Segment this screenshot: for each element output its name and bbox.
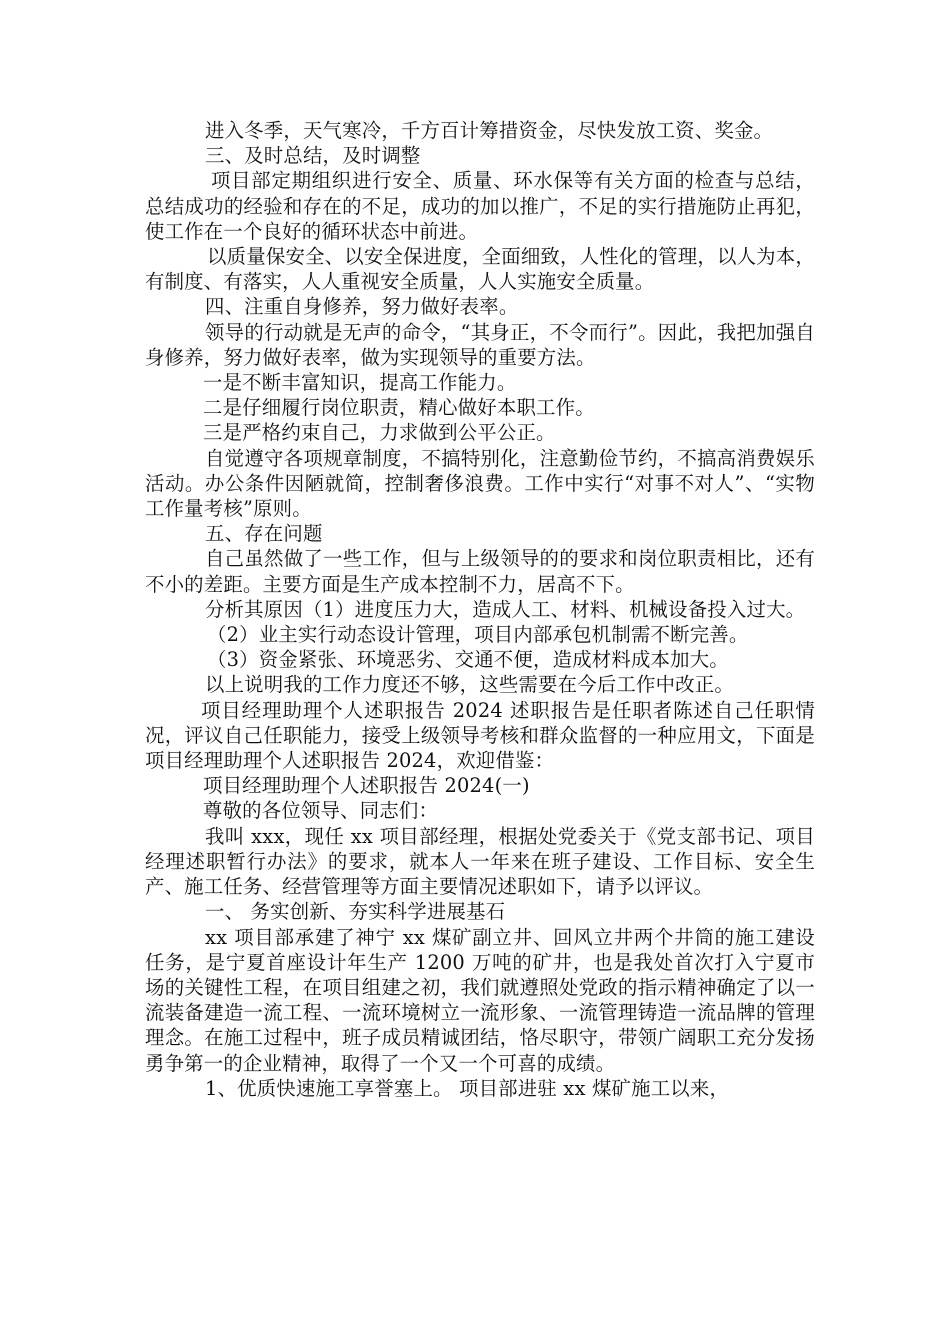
heading-section-five: 五、存在问题 — [205, 522, 323, 546]
paragraph-conclusion: 以上说明我的工作力度还不够，这些需要在今后工作中改正。 — [205, 673, 734, 697]
paragraph-point-three: 三是严格约束自己，力求做到公平公正。 — [203, 421, 556, 445]
heading-innovation: 一、 务实创新、夯实科学进展基石 — [205, 900, 506, 924]
paragraph-quality-construction: 1、优质快速施工享誉塞上。 项目部进驻 xx 煤矿施工以来， — [205, 1076, 730, 1100]
paragraph-report-intro: 项目经理助理个人述职报告 2024 述职报告是任职者陈述自己任职情况，评议自己任职能力，接受上级领导考核和群众监督的一种应用文，下面是项目经理助理个人述职报告 2024，欢迎借鉴： — [145, 698, 815, 773]
heading-section-four: 四、注重自身修养，努力做好表率。 — [205, 295, 519, 319]
paragraph-self-discipline: 自觉遵守各项规章制度，不搞特别化，注意勤俭节约，不搞高消费娱乐活动。办公条件因陋就简，控制奢侈浪费。工作中实行“对事不对人”、“实物工作量考核”原则。 — [145, 446, 815, 521]
paragraph-project-overview: xx 项目部承建了神宁 xx 煤矿副立井、回风立井两个井筒的施工建设任务，是宁夏首座设计年生产 1200 万吨的矿井，也是我处首次打入宁夏市场的关键性工程，在项目组建之初，我们就遵照处党政的指示精神确定了以一流装备建造一流工程、一流环境树立一流形象、一流管理铸造一流品牌的管理理念。在施工过程中，班子成员精诚团结，恪尽职守，带领广阔职工充分发扬勇争第一的企业精神，取得了一个又一个可喜的成绩。 — [145, 925, 815, 1075]
paragraph-leadership-example: 领导的行动就是无声的命令，“其身正，不令而行”。因此，我把加强自身修养，努力做好表率，做为实现领导的重要方法。 — [145, 320, 815, 369]
paragraph-gap-analysis: 自己虽然做了一些工作，但与上级领导的的要求和岗位职责相比，还有不小的差距。主要方面是生产成本控制不力，居高不下。 — [145, 547, 815, 596]
paragraph-cause-two: （2）业主实行动态设计管理，项目内部承包机制需不断完善。 — [207, 623, 749, 647]
paragraph-point-one: 一是不断丰富知识，提高工作能力。 — [203, 371, 517, 395]
paragraph-self-introduction: 我叫 xxx，现任 xx 项目部经理，根据处党委关于《党支部书记、项目经理述职暂行办法》的要求，就本人一年来在班子建设、工作目标、安全生产、施工任务、经营管理等方面主要情况述职如下，请予以评议。 — [145, 824, 815, 899]
heading-report-one: 项目经理助理个人述职报告 2024(一) — [203, 774, 530, 798]
paragraph-quality-safety: 以质量保安全、以安全保进度，全面细致，人性化的管理，以人为本，有制度、有落实，人人重视安全质量，人人实施安全质量。 — [145, 245, 815, 294]
paragraph-salutation: 尊敬的各位领导、同志们： — [203, 799, 439, 823]
paragraph-winter-wages: 进入冬季，天气寒冷，千方百计筹措资金，尽快发放工资、奖金。 — [205, 119, 774, 142]
paragraph-cause-three: （3）资金紧张、环境恶劣、交通不便，造成材料成本加大。 — [207, 648, 729, 672]
paragraph-inspection-summary: 项目部定期组织进行安全、质量、环水保等有关方面的检查与总结，总结成功的经验和存在的不足，成功的加以推广，不足的实行措施防止再犯，使工作在一个良好的循环状态中前进。 — [145, 169, 815, 243]
document-body — [145, 118, 815, 1101]
paragraph-point-two: 二是仔细履行岗位职责，精心做好本职工作。 — [203, 396, 595, 420]
paragraph-cause-one: 分析其原因（1）进度压力大，造成人工、材料、机械设备投入过大。 — [205, 597, 806, 621]
heading-section-three: 三、及时总结，及时调整 — [205, 144, 421, 168]
